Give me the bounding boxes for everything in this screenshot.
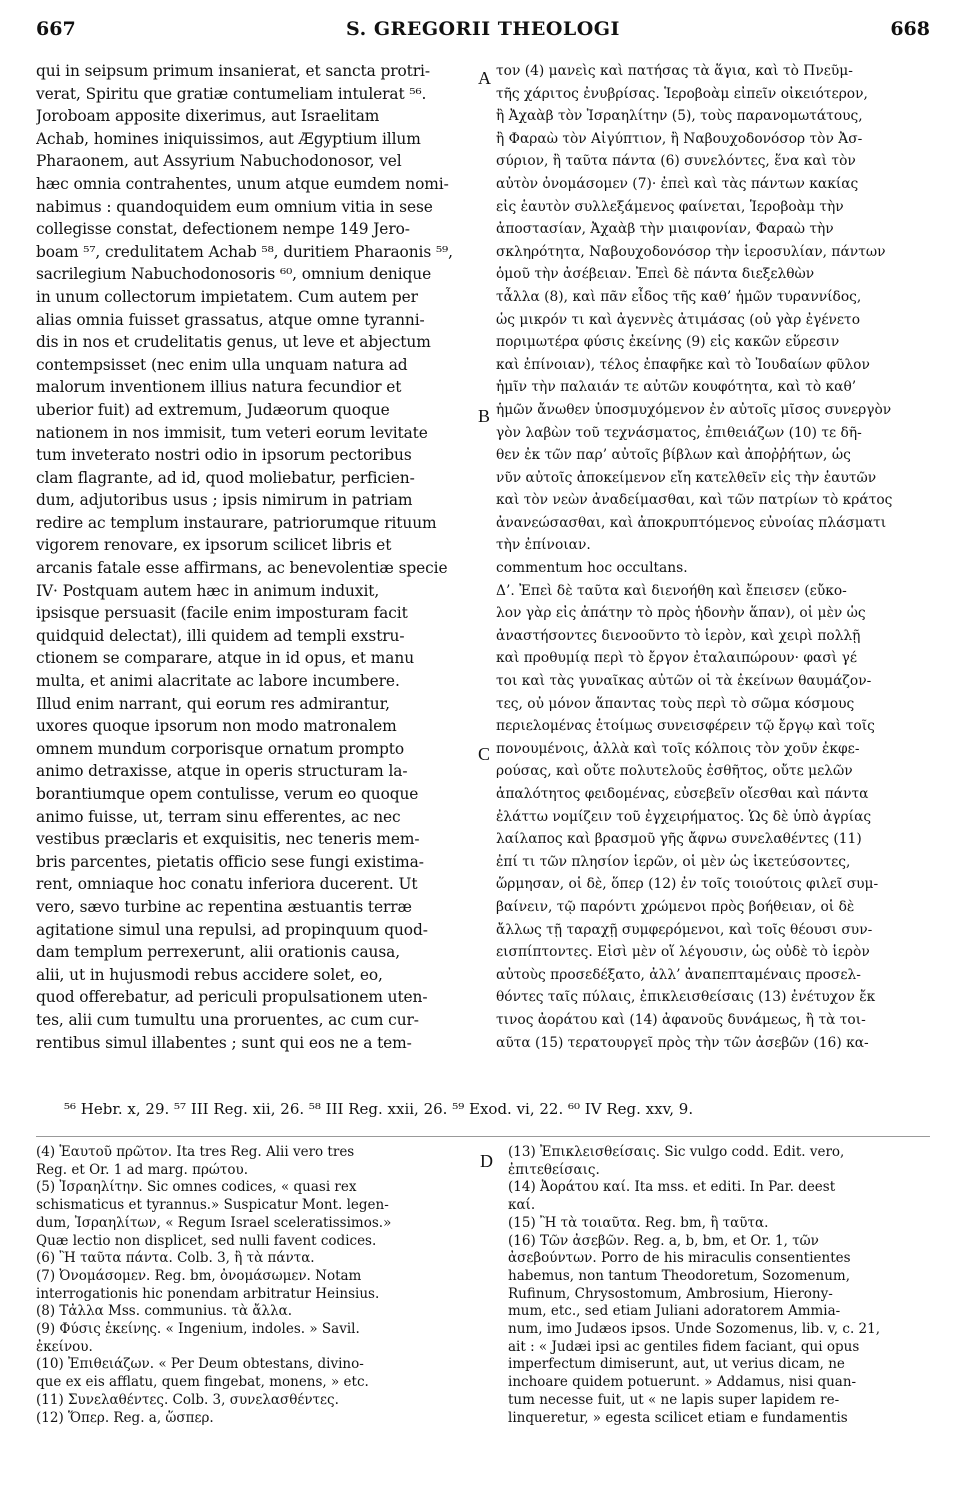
latin-text-line: boam ⁵⁷, credulitatem Achab ⁵⁸, duritiem Pharaonis ⁵⁹, xyxy=(36,242,453,261)
footnote-line: mum, etc., sed etiam Juliani adoratorem Ammia- xyxy=(508,1303,841,1320)
greek-text-line: τινος ἀοράτου καὶ (14) ἀφανοῦς δυνάμεως, ἢ τὰ τοι- xyxy=(496,1011,866,1028)
greek-text-line: εἰς ἑαυτὸν συλλεξάμενος φαίνεται, Ἱεροβοὰμ τὴν xyxy=(496,198,844,215)
latin-text-line: dum, adjutoribus usus ; ipsis nimirum in patriam xyxy=(36,491,413,510)
greek-text-line: Δ’. Ἐπεὶ δὲ ταῦτα καὶ διενοήθη καὶ ἔπεισεν (εὔκο- xyxy=(496,582,847,599)
latin-text-line: Illud enim narrant, qui eorum res admirantur, xyxy=(36,694,390,713)
latin-text-line: tes, alii cum tumultu una proruentes, ac cum cur- xyxy=(36,1010,419,1029)
margin-letter-c: C xyxy=(478,744,491,764)
latin-text-line: uberior fuit) ad extremum, Judæorum quoque xyxy=(36,400,390,419)
footnote-line: (9) Φύσις ἐκείνης. « Ingenium, indoles. » Savil. xyxy=(36,1321,360,1338)
greek-text-line: τον (4) μανεὶς καὶ πατήσας τὰ ἅγια, καὶ τὸ Πνεῦμ- xyxy=(496,63,853,79)
footnote-line: Rufinum, Chrysostomum, Ambrosium, Hierony- xyxy=(508,1285,833,1302)
running-title: S. GREGORII THEOLOGI xyxy=(346,18,620,40)
greek-text-line: γὸν λαβὼν τοῦ τεχνάσματος, ἐπιθειάζων (10) τε δῆ- xyxy=(496,424,862,441)
footnote-line: (8) Τἆλλα Mss. communius. τὰ ἄλλα. xyxy=(36,1303,293,1320)
latin-text-line: animo fuisse, ut, terram sinu efferentes, ac nec xyxy=(36,807,401,826)
latin-text-line: Joroboam apposite dixerimus, aut Israelitam xyxy=(36,107,380,126)
greek-text-line: ὡς μικρόν τι καὶ ἀγεννὲς ἀτιμάσας (οὐ γὰρ ἐγένετο xyxy=(496,311,861,328)
latin-text-line: hæc omnia contrahentes, unum atque eumdem nomi- xyxy=(36,174,449,193)
greek-text-line: αὐτοὺς προσεδέξατο, ἀλλ’ ἀναπεπταμέναις προσελ- xyxy=(496,966,861,983)
greek-text-line: νῦν αὐτοῖς ἀποκείμενον εἴη κατελθεῖν εἰς τὴν ἑαυτῶν xyxy=(496,469,877,486)
greek-text-line: ποριμωτέρα φύσις ἐκείνης (9) εἰς κακῶν εὕρεσιν xyxy=(496,334,840,351)
footnote-line: (5) Ἰσραηλίτην. Sic omnes codices, « quasi rex xyxy=(36,1179,357,1196)
latin-text-line: dis in nos et crudelitatis genus, ut leve et abjectum xyxy=(36,333,431,352)
latin-text-line: omnem mundum corporisque ornatum prompto xyxy=(36,739,405,758)
greek-text-line: τὴν ἐπίνοιαν. xyxy=(496,537,591,554)
footnote-line: linqueretur, » egesta scilicet etiam e fundamentis xyxy=(508,1409,848,1426)
greek-text-line: εισπίπτοντες. Εἰσὶ μὲν οἵ λέγουσιν, ὡς οὐδὲ τὸ ἱερὸν xyxy=(496,944,870,961)
latin-text-line: multa, et animi alacritate ac labore incumbere. xyxy=(36,672,400,691)
greek-text-line: θόντες ταῖς πύλαις, ἐπικλεισθείσαις (13) ἐνέτυχον ἔκ xyxy=(496,989,876,1006)
greek-column xyxy=(496,60,936,1054)
greek-text-line: καὶ τὸν νεὼν ἀναδείμασθαι, καὶ τῶν πατρίων τὸ κράτος xyxy=(496,492,893,509)
footnotes-right xyxy=(508,1144,936,1427)
margin-letter-b: B xyxy=(478,406,491,426)
footnote-line: dum, Ἰσραηλίτων, « Regum Israel sceleratissimos.» xyxy=(36,1214,392,1231)
footnote-line: (6) Ἢ ταῦτα πάντα. Colb. 3, ἢ τὰ πάντα. xyxy=(36,1250,315,1267)
latin-text-line: animo detraxisse, atque in operis structuram la- xyxy=(36,762,408,781)
footnote-line: (7) Ὀνομάσομεν. Reg. bm, ὀνομάσωμεν. Notam xyxy=(36,1267,362,1284)
latin-text-line: collegisse constat, defectionem nempe 149 Jero- xyxy=(36,220,410,239)
footnote-line: tum necesse fuit, ut « ne lapis super lapidem re- xyxy=(508,1391,840,1408)
page-number-left: 667 xyxy=(36,18,76,40)
latin-text-line: vero, sævo turbine ac repentina æstuantis terræ xyxy=(36,897,412,916)
latin-column xyxy=(36,60,484,1054)
latin-text-line: malorum inventionem illius natura fecundior et xyxy=(36,378,402,397)
footnote-line: (16) Τῶν ἀσεβῶν. Reg. a, b, bm, et Or. 1, τῶν xyxy=(508,1232,819,1249)
greek-text-line: περιελομένας ἑτοίμως συνεισφέρειν τῷ ἔργῳ καὶ τοῖς xyxy=(496,718,875,735)
footnote-line: que ex eis afflatu, quem fingebat, monens, » etc. xyxy=(36,1374,369,1391)
footnote-line: (4) Ἑαυτοῦ πρῶτον. Ita tres Reg. Alii vero tres xyxy=(36,1144,355,1160)
greek-text-line: τοι καὶ τὰς γυναῖκας αὐτῶν οἱ τὰ ἐκείνων θαυμάζον- xyxy=(496,673,872,690)
footnote-line: Quæ lectio non displicet, sed nulli favent codices. xyxy=(36,1232,377,1249)
latin-text-line: arcanis fatale esse affirmans, ac benevolentiæ specie xyxy=(36,559,448,578)
greek-text-line: ἁπαλότητος φειδομένας, εὐσεβεῖν οἴεσθαι καὶ πάντα xyxy=(496,786,869,802)
latin-text-line: tum inveterato nostri odio in ipsorum pectoribus xyxy=(36,446,412,465)
footnote-line: (14) Ἀοράτου καί. Ita mss. et editi. In Par. deest xyxy=(508,1179,836,1196)
greek-text-line: θεν ἐκ τῶν παρ’ αὐτοῖς βίβλων καὶ ἀποῤῥήτων, ὡς xyxy=(496,447,851,464)
latin-text-line: quidquid delectat), illi quidem ad templi exstru- xyxy=(36,626,405,645)
latin-text-line: nationem in nos immisit, tum veteri eorum levitate xyxy=(36,423,428,442)
footnote-line: καί. xyxy=(508,1197,536,1214)
footnote-line: (11) Συνελαθέντες. Colb. 3, συνελασθέντες. xyxy=(36,1391,339,1408)
greek-text-line: ὥρμησαν, οἱ δὲ, ὅπερ (12) ἐν τοῖς τοιούτοις φιλεῖ συμ- xyxy=(496,876,879,893)
footnote-line: num, imo Judæos ipsos. Unde Sozomenus, lib. v, c. 21, xyxy=(508,1321,881,1338)
footnote-line: (10) Ἐπιθειάζων. « Per Deum obtestans, divino- xyxy=(36,1356,364,1373)
footnote-line: habemus, non tantum Theodoretum, Sozomenum, xyxy=(508,1267,850,1284)
page-number-right: 668 xyxy=(890,18,930,40)
footnote-line: imperfectum dimiserunt, aut, ut verius dicam, ne xyxy=(508,1356,845,1373)
greek-text-line: πονουμένοις, ἀλλὰ καὶ τοῖς κόλποις τὸν χοῦν ἐκφε- xyxy=(496,740,860,757)
greek-text-line: ἀναστήσοντες διενοοῦντο τὸ ἱερὸν, καὶ χειρὶ πολλῇ xyxy=(496,627,861,644)
page-header xyxy=(36,18,930,58)
latin-text-line: agitatione simul una repulsi, ad propinquum quod- xyxy=(36,920,428,939)
greek-text-line: ἢ Φαραὼ τὸν Αἰγύπτιον, ἢ Ναβουχοδονόσορ τὸν Ἀσ- xyxy=(496,130,863,147)
latin-text-line: rent, omniaque hoc conatu inferiora ducerent. Ut xyxy=(36,875,418,894)
footnote-line: ἐκείνου. xyxy=(36,1338,93,1355)
footnote-line: (12) Ὅπερ. Reg. a, ὥσπερ. xyxy=(36,1409,214,1426)
footnote-line: Reg. et Or. 1 ad marg. πρώτου. xyxy=(36,1161,249,1178)
latin-text-line: Achab, homines iniquissimos, aut Ægyptium illum xyxy=(36,129,421,148)
latin-text-line: in unum collectorum impietatem. Cum autem per xyxy=(36,287,418,306)
latin-text-line: alii, ut in hujusmodi rebus accidere solet, eo, xyxy=(36,965,383,984)
footnote-line: (13) Ἐπικλεισθείσαις. Sic vulgo codd. Edit. vero, xyxy=(508,1144,845,1160)
latin-text-line: sacrilegium Nabuchodonosoris ⁶⁰, omnium denique xyxy=(36,265,432,284)
greek-text-line: ρούσας, καὶ οὔτε πολυτελοῦς ἐσθῆτος, οὔτε μελῶν xyxy=(496,763,853,780)
latin-text-line: borantiumque opem contulisse, verum eo quoque xyxy=(36,785,419,803)
footnotes-left xyxy=(36,1144,476,1427)
greek-text-line: ἡμῶν ἄνωθεν ὑποσμυχόμενον ἐν αὐτοῖς μῖσος συνεργὸν xyxy=(496,401,892,418)
footnote-divider xyxy=(36,1136,930,1137)
latin-text-line: alias omnia fuisset grassatus, atque omne tyranni- xyxy=(36,310,425,329)
greek-text-line: τἆλλα (8), καὶ πᾶν εἶδος τῆς καθ’ ἡμῶν τυραννίδος, xyxy=(496,288,862,305)
margin-letter-a: A xyxy=(478,68,491,88)
latin-text-line: nabimus : quandoquidem eum omnium vitia in sese xyxy=(36,197,433,216)
footnote-line: (15) Ἢ τὰ τοιαῦτα. Reg. bm, ἢ ταῦτα. xyxy=(508,1214,769,1231)
greek-text-line: ἀποστασίαν, Ἀχαὰβ τὴν μιαιφονίαν, Φαραὼ τὴν xyxy=(496,221,834,238)
latin-text-line: vigorem renovare, ex ipsorum scilicet libris et xyxy=(36,536,392,555)
latin-text-line: quod offerebatur, ad periculi propulsationem uten- xyxy=(36,988,428,1007)
latin-text-line: redire ac templum instaurare, patriorumque rituum xyxy=(36,513,437,532)
greek-text-line: καὶ προθυμίᾳ περὶ τὸ ἔργον ἐταλαιπώρουν· φασὶ γέ xyxy=(496,650,857,667)
greek-text-line: τες, οὐ μόνον ἅπαντας τοὺς περὶ τὸ σῶμα κόσμους xyxy=(496,695,855,712)
scripture-references: ⁵⁶ Hebr. x, 29. ⁵⁷ III Reg. xii, 26. ⁵⁸ III Reg. xxii, 26. ⁵⁹ Exod. vi, 22. ⁶⁰ IV Reg. xxv, 9. xyxy=(64,1100,694,1118)
greek-text-line: ἄλλως τῇ ταραχῇ συμφερόμενοι, καὶ τοῖς θέουσι συν- xyxy=(496,921,873,938)
latin-text-line: IV· Postquam autem hæc in animum induxit, xyxy=(36,581,380,600)
greek-text-line: ἐπί τι τῶν πλησίον ἱερῶν, οἱ μὲν ὡς ἱκετεύσοντες, xyxy=(496,853,851,870)
latin-text-line: uxores quoque ipsorum non modo matronalem xyxy=(36,717,397,736)
greek-text-line: καὶ ἐπίνοιαν), τέλος ἐπαφῆκε καὶ τὸ Ἰουδαίων φῦλον xyxy=(496,356,870,373)
latin-text-line: clam flagrante, ad id, quod moliebatur, perficien- xyxy=(36,468,415,487)
greek-text-line: βαίνειν, τῷ παρόντι χρώμενοι πρὸς βοήθειαν, οἱ δὲ xyxy=(496,898,855,915)
greek-text-line: ἡμῖν τὴν παλαιάν τε αὐτῶν κουφότητα, καὶ τὸ καθ’ xyxy=(496,379,857,396)
latin-text-line: ipsisque persuasit (facile enim imposturam facit xyxy=(36,604,408,623)
greek-text-line: αῦτα (15) τερατουργεῖ πρὸς τὴν τῶν ἀσεβῶν (16) κα- xyxy=(496,1034,869,1051)
footnote-line: ἐπιτεθείσαις. xyxy=(508,1161,600,1178)
latin-text-line: Pharaonem, aut Assyrium Nabuchodonosor, vel xyxy=(36,152,402,171)
greek-text-line: ὁμοῦ τὴν ἀσέβειαν. Ἐπεὶ δὲ πάντα διεξελθὼν xyxy=(496,266,815,283)
latin-text-line: bris parcentes, pietatis officio sese fungi existima- xyxy=(36,852,424,871)
greek-text-line: ἐλάττω νομίζειν τοῦ ἐγχειρήματος. Ὡς δὲ ὑπὸ ἀγρίας xyxy=(496,808,872,825)
latin-text-line: contempsisset (nec enim ulla unquam natura ad xyxy=(36,355,408,374)
greek-text-line: αὐτὸν ὀνομάσομεν (7)· ἐπεὶ καὶ τὰς πάντων κακίας xyxy=(496,175,859,192)
margin-letter-d: D xyxy=(480,1151,493,1171)
latin-text-line: verat, Spiritu que gratiæ contumeliam intulerat ⁵⁶. xyxy=(36,84,427,103)
footnote-line: interrogationis hic ponendam arbitratur Heinsius. xyxy=(36,1285,380,1302)
footnote-line: ait : « Judæi ipsi ac gentiles fidem faciant, qui opus xyxy=(508,1338,860,1355)
latin-text-line: qui in seipsum primum insanierat, et sancta protri- xyxy=(36,62,430,80)
latin-text-line: rentibus simul illabentes ; sunt qui eos ne a tem- xyxy=(36,1033,412,1052)
latin-text-line: dam templum perrexerunt, alii orationis causa, xyxy=(36,943,401,962)
greek-text-line: σκληρότητα, Ναβουχοδονόσορ τὴν ἱεροσυλίαν, πάντων xyxy=(496,243,886,260)
greek-text-line: λαίλαπος καὶ βρασμοῦ γῆς ἄφνω συνελαθέντες (11) xyxy=(496,831,862,848)
latin-text-line: vestibus præclaris et exquisitis, nec teneris mem- xyxy=(36,830,420,849)
greek-text-line: ἢ Ἀχαὰβ τὸν Ἰσραηλίτην (5), τοὺς παρανομωτάτους, xyxy=(496,108,863,125)
latin-text-line: ctionem se comparare, atque in id opus, et manu xyxy=(36,649,414,668)
greek-text-line: τῆς χάριτος ἐνυβρίσας. Ἱεροβοὰμ εἰπεῖν οἰκειότερον, xyxy=(496,85,868,102)
footnote-line: ἀσεβούντων. Porro de his miraculis consentientes xyxy=(508,1250,851,1267)
greek-text-line: λον γὰρ εἰς ἀπάτην τὸ πρὸς ἡδονὴν ἅπαν), οἱ μὲν ὡς xyxy=(496,605,866,622)
footnote-line: inchoare quidem potuerunt. » Addamus, nisi quan- xyxy=(508,1374,857,1391)
greek-text-line: ἀνανεώσασθαι, καὶ ἀποκρυπτόμενος εὐνοίας πλάσματι xyxy=(496,514,887,531)
footnote-line: schismaticus et tyrannus.» Suspicatur Mont. legen- xyxy=(36,1197,389,1214)
greek-text-line: commentum hoc occultans. xyxy=(496,560,688,577)
greek-text-line: σύριον, ἢ ταῦτα πάντα (6) συνελόντες, ἕνα καὶ τὸν xyxy=(496,153,856,170)
